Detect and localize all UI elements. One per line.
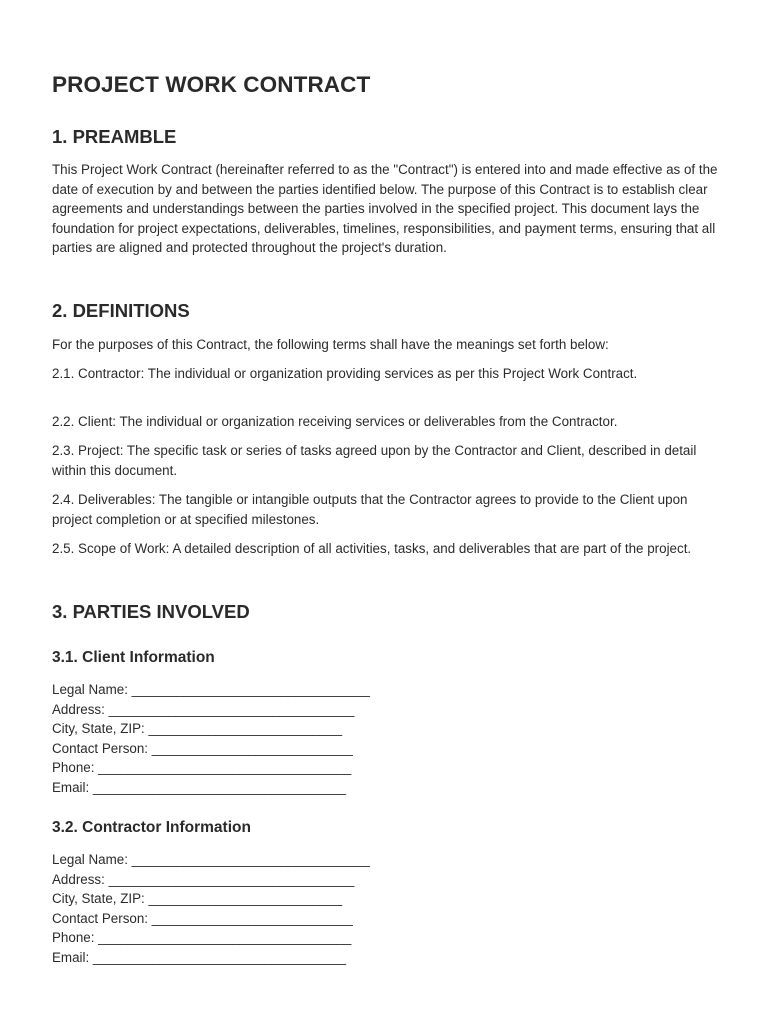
contractor-contact-person-field: Contact Person: ___________________________ xyxy=(52,910,353,926)
parties-heading: 3. PARTIES INVOLVED xyxy=(52,601,250,622)
contractor-address-field: Address: _________________________________ xyxy=(52,871,355,887)
page-title: PROJECT WORK CONTRACT xyxy=(52,72,371,97)
contractor-info-heading: 3.2. Contractor Information xyxy=(52,819,251,836)
preamble-body: This Project Work Contract (hereinafter referred to as the "Contract") is entered into and made effective as of the date of execution by and between the parties identified below. The purpose of this Contract is to establish clear agreements and understandings between the parties involved in the specified project. This document lays the foundation for project expectations, deliverables, timelines, responsibilities, and payment terms, ensuring that all parties are aligned and protected throughout the project's duration. xyxy=(52,162,718,255)
definition-scope-of-work: 2.5. Scope of Work: A detailed description of all activities, tasks, and deliverables that are part of the project. xyxy=(52,541,692,556)
client-contact-person-field: Contact Person: ___________________________ xyxy=(52,740,353,756)
definition-deliverables: 2.4. Deliverables: The tangible or intangible outputs that the Contractor agrees to provide to the Client upon project completion or at specified milestones. xyxy=(52,492,688,527)
client-email-field: Email: __________________________________ xyxy=(52,779,347,795)
definitions-intro: For the purposes of this Contract, the following terms shall have the meanings set forth below: xyxy=(52,337,609,352)
contractor-email-field: Email: __________________________________ xyxy=(52,949,347,965)
contractor-info-fields xyxy=(52,850,370,967)
contractor-phone-field: Phone: __________________________________ xyxy=(52,930,352,945)
definitions-heading: 2. DEFINITIONS xyxy=(52,300,190,321)
client-legal-name-field: Legal Name: ________________________________ xyxy=(52,682,370,697)
definition-client: 2.2. Client: The individual or organization receiving services or deliverables from the Contractor. xyxy=(52,414,618,429)
definition-project: 2.3. Project: The specific task or series of tasks agreed upon by the Contractor and Client, described in detail within this document. xyxy=(52,443,697,478)
client-info-heading: 3.1. Client Information xyxy=(52,649,215,666)
client-city-state-zip-field: City, State, ZIP: __________________________ xyxy=(52,721,343,736)
contractor-city-state-zip-field: City, State, ZIP: __________________________ xyxy=(52,891,343,906)
client-address-field: Address: _________________________________ xyxy=(52,701,355,717)
preamble-heading: 1. PREAMBLE xyxy=(52,126,177,147)
definition-contractor: 2.1. Contractor: The individual or organization providing services as per this Project Work Contract. xyxy=(52,366,638,381)
contractor-legal-name-field: Legal Name: ________________________________ xyxy=(52,852,370,867)
client-info-fields xyxy=(52,680,370,797)
client-phone-field: Phone: __________________________________ xyxy=(52,760,352,775)
